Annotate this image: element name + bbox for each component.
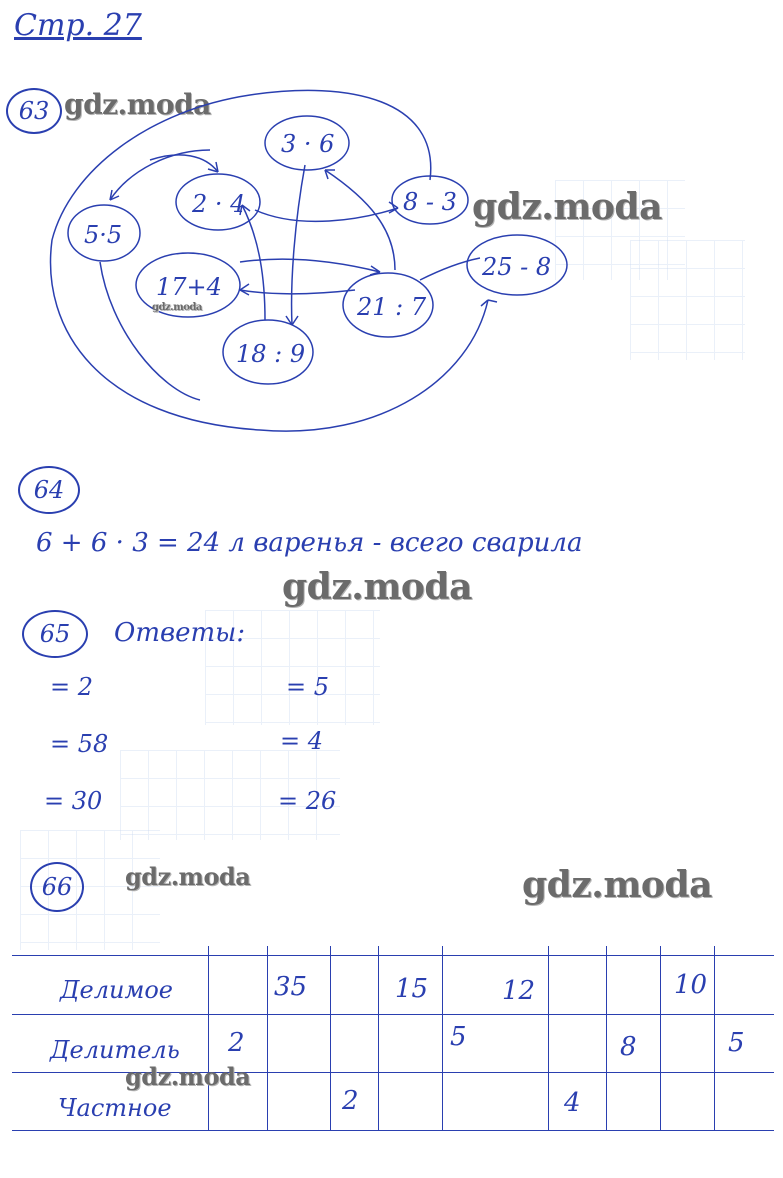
column-divider: [330, 946, 331, 1130]
ex65-title: Ответы:: [114, 618, 246, 648]
table-cell: 2: [228, 1028, 245, 1058]
row-label-quotient: Частное: [58, 1094, 172, 1122]
column-divider: [714, 946, 715, 1130]
division-table: [12, 955, 774, 1131]
page-header: Стр. 27: [14, 8, 142, 43]
ex63-graph: [0, 0, 783, 460]
watermark: gdz.moda: [522, 864, 712, 906]
table-cell: 8: [620, 1032, 637, 1062]
column-divider: [378, 946, 379, 1130]
arrowhead: [240, 284, 249, 295]
table-cell: 2: [342, 1086, 359, 1116]
watermark: gdz.moda: [152, 302, 202, 313]
node-label: 21 : 7: [357, 293, 427, 321]
node-label: 8 - 3: [403, 188, 457, 216]
table-cell: 5: [728, 1028, 745, 1058]
node-label: 5·5: [84, 221, 123, 249]
answer-left: = 58: [50, 730, 109, 758]
connector-curve: [292, 165, 305, 325]
node-label: 25 - 8: [482, 253, 552, 281]
column-divider: [548, 946, 549, 1130]
connector-curve: [242, 205, 265, 320]
answer-right: = 4: [280, 727, 324, 755]
exercise-number-label: 65: [39, 620, 71, 648]
connector-curve: [51, 90, 488, 431]
node-label: 3 · 6: [281, 130, 335, 158]
connector-curve: [240, 290, 355, 294]
node-label: 17+4: [156, 273, 222, 301]
watermark: gdz.moda: [125, 862, 251, 891]
column-divider: [267, 946, 268, 1130]
exercise-number-label: 63: [18, 97, 50, 125]
table-cell: 35: [274, 972, 308, 1002]
answer-right: = 5: [286, 673, 330, 701]
watermark: gdz.moda: [472, 186, 662, 228]
watermark: gdz.moda: [282, 566, 472, 608]
watermark: gdz.moda: [125, 1062, 251, 1091]
table-cell: 15: [395, 974, 429, 1004]
exercise-number-65: [22, 610, 88, 658]
exercise-number-64: [18, 466, 80, 514]
row-label-divisor: Делитель: [50, 1036, 180, 1064]
exercise-number-label: 64: [33, 476, 65, 504]
exercise-number-66: [30, 862, 84, 912]
answer-left: = 2: [50, 673, 94, 701]
column-divider: [208, 946, 209, 1130]
table-cell: 5: [450, 1022, 467, 1052]
table-cell: 10: [674, 970, 708, 1000]
watermark: gdz.moda: [64, 88, 211, 121]
table-cell: 12: [502, 976, 536, 1006]
node-label: 2 · 4: [192, 190, 246, 218]
node-label: 18 : 9: [236, 340, 306, 368]
table-cell: 4: [564, 1088, 581, 1118]
connector-curve: [150, 155, 218, 172]
column-divider: [442, 946, 443, 1130]
exercise-number-label: 66: [41, 873, 73, 901]
arrowhead: [481, 300, 497, 306]
answer-right: = 26: [278, 787, 337, 815]
ex64-solution: 6 + 6 · 3 = 24 л варенья - всего сварила: [36, 528, 583, 558]
column-divider: [606, 946, 607, 1130]
answer-left: = 30: [44, 787, 103, 815]
column-divider: [660, 946, 661, 1130]
row-label-dividend: Делимое: [60, 976, 174, 1004]
